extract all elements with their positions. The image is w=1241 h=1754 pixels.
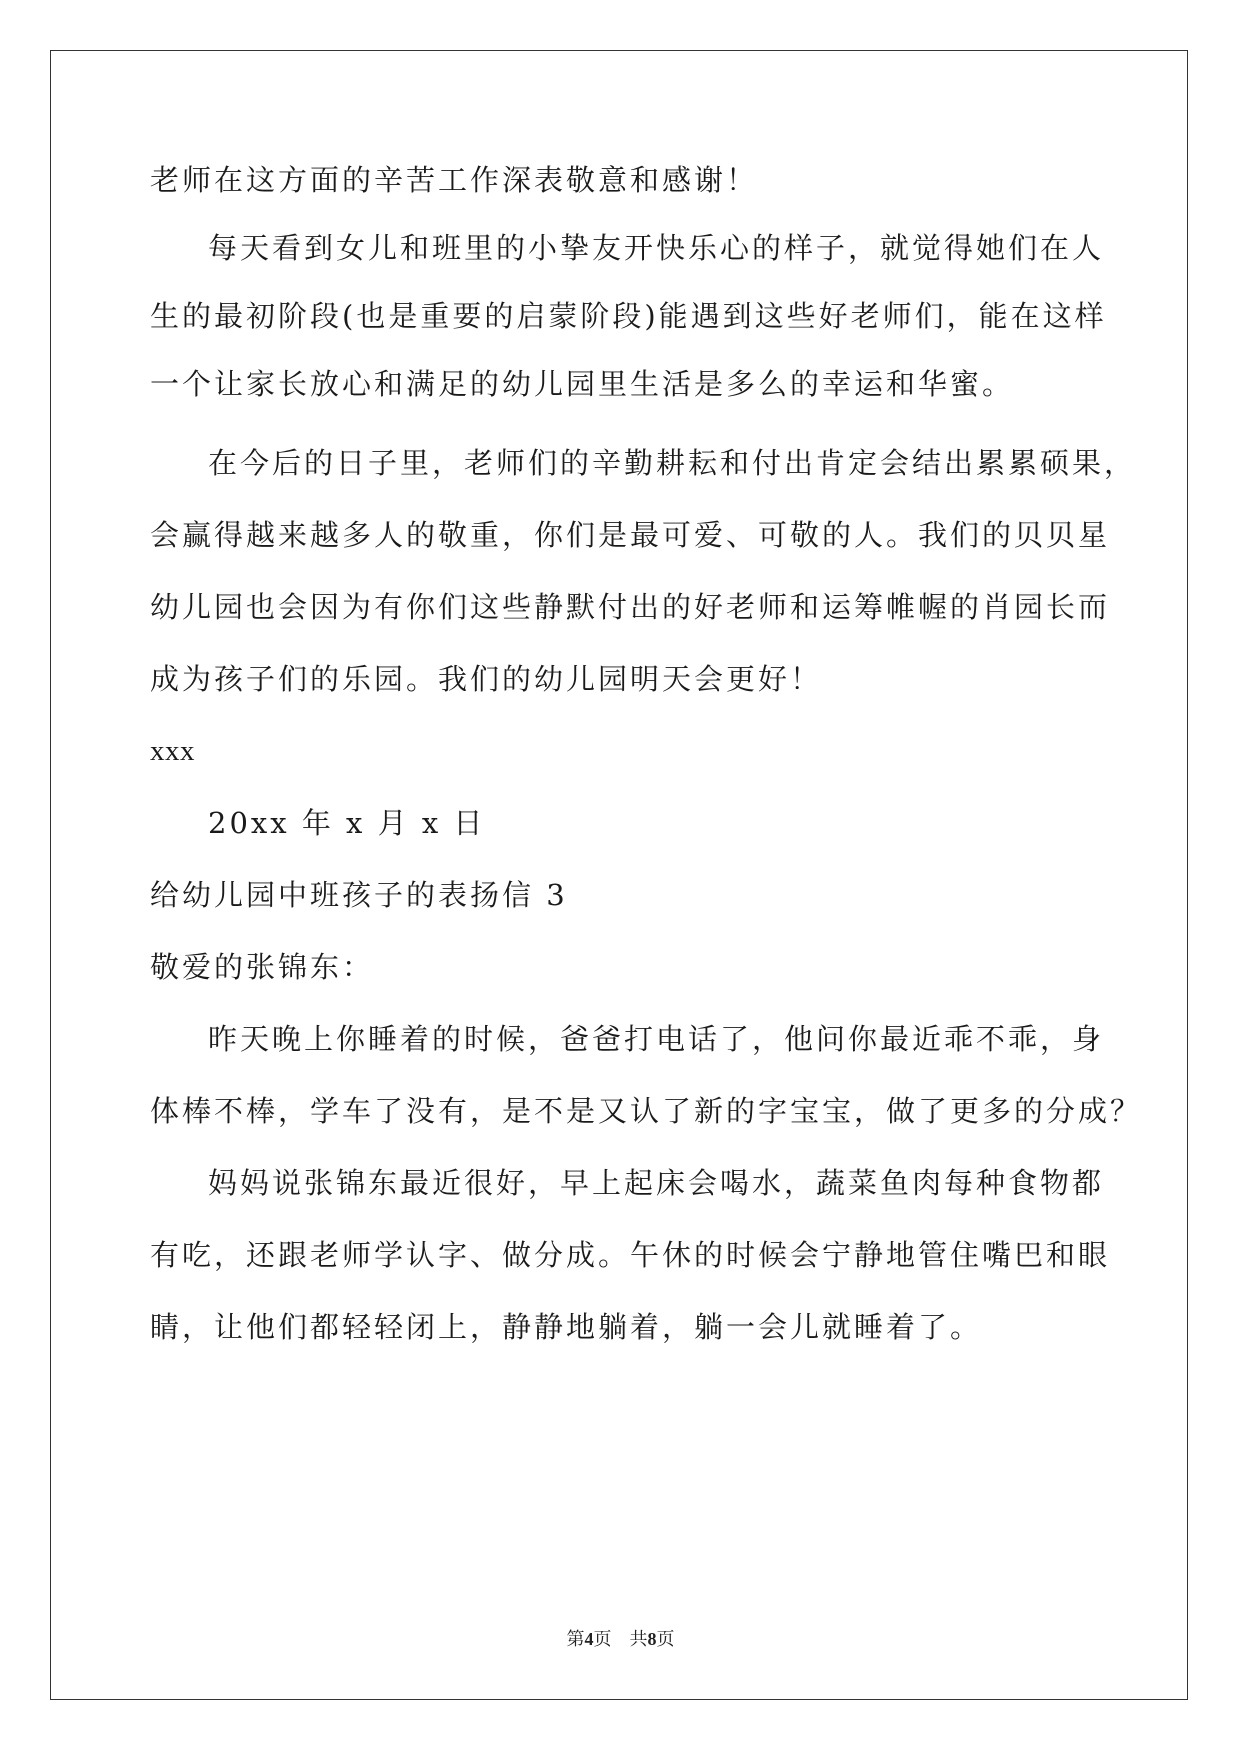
paragraph-line: 一个让家长放心和满足的幼儿园里生活是多么的幸运和华蜜。 [150, 367, 1015, 401]
paragraph-line: 生的最初阶段(也是重要的启蒙阶段)能遇到这些好老师们，能在这样 [150, 299, 1107, 333]
paragraph-line: 昨天晚上你睡着的时候，爸爸打电话了，他问你最近乖不乖，身 [208, 1022, 1105, 1056]
paragraph-line: 老师在这方面的辛苦工作深表敬意和感谢！ [150, 163, 759, 197]
paragraph-line: 在今后的日子里，老师们的辛勤耕耘和付出肯定会结出累累硕果， [208, 446, 1137, 480]
signature-date: 20xx 年 x 月 x 日 [208, 806, 486, 840]
page-footer [0, 1625, 1241, 1651]
paragraph-line: 幼儿园也会因为有你们这些静默付出的好老师和运筹帷幄的肖园长而 [150, 590, 1111, 624]
footer-prefix: 第 [566, 1629, 585, 1649]
paragraph-line: 会赢得越来越多人的敬重，你们是最可爱、可敬的人。我们的贝贝星 [150, 518, 1111, 552]
total-page-number: 8 [647, 1629, 657, 1649]
paragraph-line: 体棒不棒，学车了没有，是不是又认了新的字宝宝，做了更多的分成？ [150, 1094, 1143, 1128]
current-page-number: 4 [584, 1629, 594, 1649]
paragraph-line: 妈妈说张锦东最近很好，早上起床会喝水，蔬菜鱼肉每种食物都 [208, 1166, 1105, 1200]
paragraph-line: 每天看到女儿和班里的小挚友开快乐心的样子，就觉得她们在人 [208, 231, 1105, 265]
paragraph-line: 睛，让他们都轻轻闭上，静静地躺着，躺一会儿就睡着了。 [150, 1310, 983, 1344]
salutation: 敬爱的张锦东： [150, 950, 375, 984]
paragraph-line: 有吃，还跟老师学认字、做分成。午休的时候会宁静地管住嘴巴和眼 [150, 1238, 1111, 1272]
footer-suffix: 页 [656, 1629, 675, 1649]
signature-name: xxx [150, 735, 195, 767]
paragraph-line: 成为孩子们的乐园。我们的幼儿园明天会更好！ [150, 662, 823, 696]
footer-middle: 页 共 [593, 1629, 648, 1649]
section-title: 给幼儿园中班孩子的表扬信 3 [150, 878, 568, 912]
